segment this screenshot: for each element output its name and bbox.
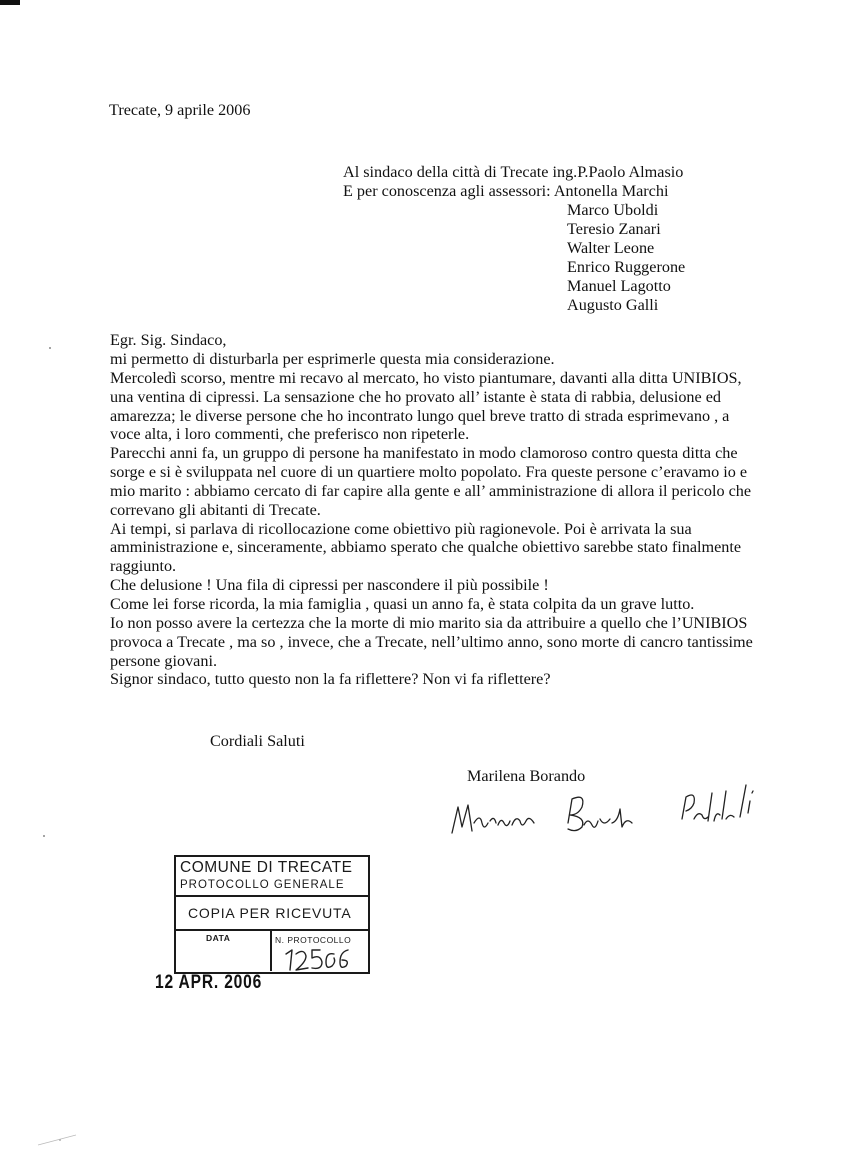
- assessor-name: Walter Leone: [567, 239, 655, 258]
- recipient-mayor: Al sindaco della città di Trecate ing.P.Paolo Almasio: [343, 163, 684, 181]
- assessor-list: [567, 201, 685, 316]
- recipients-block: [343, 163, 683, 201]
- body-line: Io non posso avere la certezza che la morte di mio marito sia da attribuire a quello che l’UNIBIOS: [110, 613, 748, 632]
- body-line: Che delusione ! Una fila di cipressi per nascondere il più possibile !: [110, 576, 549, 595]
- stamp-protocol-label: N. PROTOCOLLO: [275, 935, 352, 945]
- place-date: Trecate, 9 aprile 2006: [109, 101, 251, 119]
- handwritten-protocol-number: [282, 944, 352, 972]
- body-line: Mercoledì scorso, mentre mi recavo al mercato, ho visto piantumare, davanti alla ditta UNIBIOS,: [110, 368, 742, 387]
- stamp-municipality: COMUNE DI TRECATE: [180, 859, 353, 876]
- body-line: Ai tempi, si parlava di ricollocazione come obiettivo più ragionevole. Poi è arrivata la sua: [110, 519, 692, 538]
- assessor-name: Augusto Galli: [567, 296, 659, 315]
- body-line: mi permetto di disturbarla per esprimerle questa mia considerazione.: [110, 350, 555, 368]
- handwritten-signature: [450, 775, 780, 845]
- body-line: persone giovani.: [110, 651, 217, 670]
- assessor-name: Marco Uboldi: [567, 201, 659, 219]
- stamp-received-date: 12 APR. 2006: [155, 972, 263, 993]
- assessor-name: Manuel Lagotto: [567, 277, 671, 296]
- assessor-name: Teresio Zanari: [567, 220, 661, 239]
- body-line: raggiunto.: [110, 557, 177, 576]
- body-line: correvano gli abitanti di Trecate.: [110, 500, 321, 519]
- letter-body: [110, 350, 790, 689]
- stamp-copy-receipt: COPIA PER RICEVUTA: [188, 905, 352, 921]
- stamp-date-label: DATA: [206, 933, 231, 943]
- body-line: mio marito : abbiamo cercato di far capire alla gente e all’ amministrazione di allora il pericolo che: [110, 481, 752, 500]
- body-line: Come lei forse ricorda, la mia famiglia , quasi un anno fa, è stata colpita da un grave lutto.: [110, 594, 695, 613]
- closing: Cordiali Saluti: [210, 732, 305, 750]
- assessor-name: Enrico Ruggerone: [567, 258, 686, 277]
- body-line: una ventina di cipressi. La sensazione che ho provato all’ istante è stata di rabbia, delusione ed: [110, 387, 722, 406]
- body-line: amarezza; le diverse persone che ho incontrato lungo quel breve tratto di strada esprimevano , a: [110, 406, 730, 425]
- sender-name: Marilena Borando: [467, 767, 586, 785]
- body-line: amministrazione e, sinceramente, abbiamo sperato che qualche obiettivo sarebbe stato finalmente: [110, 538, 742, 557]
- body-line: sorge e si è sviluppata nel cuore di un quartiere molto popolato. Fra queste persone c’eravamo io e: [110, 463, 748, 482]
- stamp-register: PROTOCOLLO GENERALE: [180, 879, 345, 891]
- salutation: Egr. Sig. Sindaco,: [110, 331, 227, 349]
- body-line: provoca a Trecate , ma so , invece, che a Trecate, nell’ultimo anno, sono morte di cancro tantissime: [110, 632, 753, 651]
- body-line: Signor sindaco, tutto questo non la fa riflettere? Non vi fa riflettere?: [110, 670, 551, 689]
- body-line: voce alta, i loro commenti, che preferisco non ripeterle.: [110, 425, 470, 444]
- scan-corner-mark: [0, 0, 20, 5]
- recipient-assessors-intro: E per conoscenza agli assessori: Antonella Marchi: [343, 182, 669, 201]
- body-line: Parecchi anni fa, un gruppo di persone ha manifestato in modo clamoroso contro questa ditta che: [110, 444, 738, 463]
